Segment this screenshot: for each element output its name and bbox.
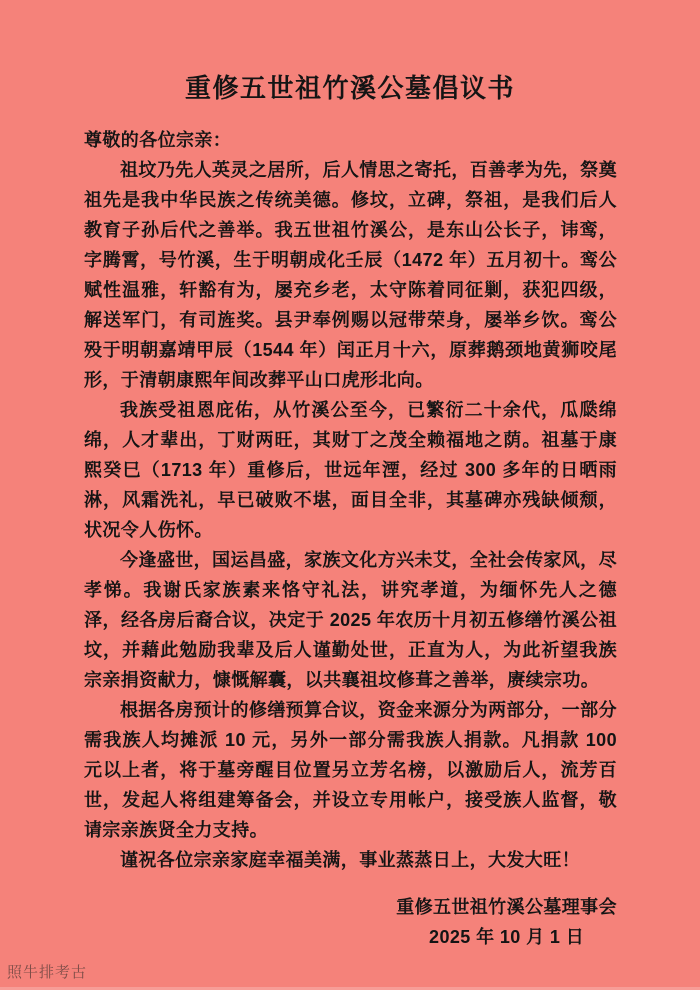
document-title: 重修五世祖竹溪公墓倡议书 — [184, 73, 515, 103]
paragraph-funding-plan: 根据各房预计的修缮预算合议，资金来源分为两部分，一部分需我族人均摊派 10 元，另外一部分需我族人捐款。凡捐款 100 元以上者，将于墓旁醒目位置另立芳名榜，以激励后人，流芳百世，发起人将组建筹备会，并设立专用帐户，接受族人监督，敬请宗亲族贤全力支持。 — [84, 700, 617, 840]
paragraph-ancestor-history: 祖坟乃先人英灵之居所，后人情思之寄托，百善孝为先，祭奠祖先是我中华民族之传统美德。修坟，立碑，祭祖，是我们后人教育子孙后代之善举。我五世祖竹溪公，是东山公长子，讳鸾，字腾霄，号竹溪，生于明朝成化壬辰（1472 年）五月初十。鸾公赋性温雅，轩豁有为，屡充乡老，太守陈着同征剿，获犯四级，解送军门，有司旌奖。县尹奉例赐以冠带荣身，屡举乡饮。鸾公殁于明朝嘉靖甲辰（1544 年）闰正月十六，原葬鹅颈地黄狮咬尾形，于清朝康熙年间改葬平山口虎形北向。 — [84, 160, 617, 390]
date: 2025 年 10 月 1 日 — [429, 927, 585, 947]
watermark: 照牛排考古 — [7, 964, 88, 981]
paragraph-blessing: 谨祝各位宗亲家庭幸福美满，事业蒸蒸日上，大发大旺！ — [120, 850, 580, 870]
paragraph-renovation-decision: 今逢盛世，国运昌盛，家族文化方兴未艾，全社会传家风，尽孝悌。我谢氏家族素来恪守礼法，讲究孝道，为缅怀先人之德泽，经各房后裔合议，决定于 2025 年农历十月初五修缮竹溪公祖坟，并藉此勉励我辈及后人谨勤处世，正直为人，为此祈望我族宗亲捐资献力，慷慨解囊，以共襄祖坟修葺之善举，赓续宗功。 — [84, 550, 617, 690]
signature-block — [84, 892, 617, 952]
salutation: 尊敬的各位宗亲： — [84, 130, 232, 150]
signature-inner — [396, 892, 617, 952]
signature: 重修五世祖竹溪公墓理事会 — [396, 897, 617, 917]
document-body — [84, 125, 617, 952]
paragraph-tomb-condition: 我族受祖恩庇佑，从竹溪公至今，已繁衍二十余代，瓜瓞绵绵，人才辈出，丁财两旺，其财丁之茂全赖福地之荫。祖墓于康熙癸巳（1713 年）重修后，世远年湮，经过 300 多年的日晒雨淋，风霜洗礼，早已破败不堪，面目全非，其墓碑亦残缺倾颓，状况令人伤怀。 — [84, 400, 617, 540]
